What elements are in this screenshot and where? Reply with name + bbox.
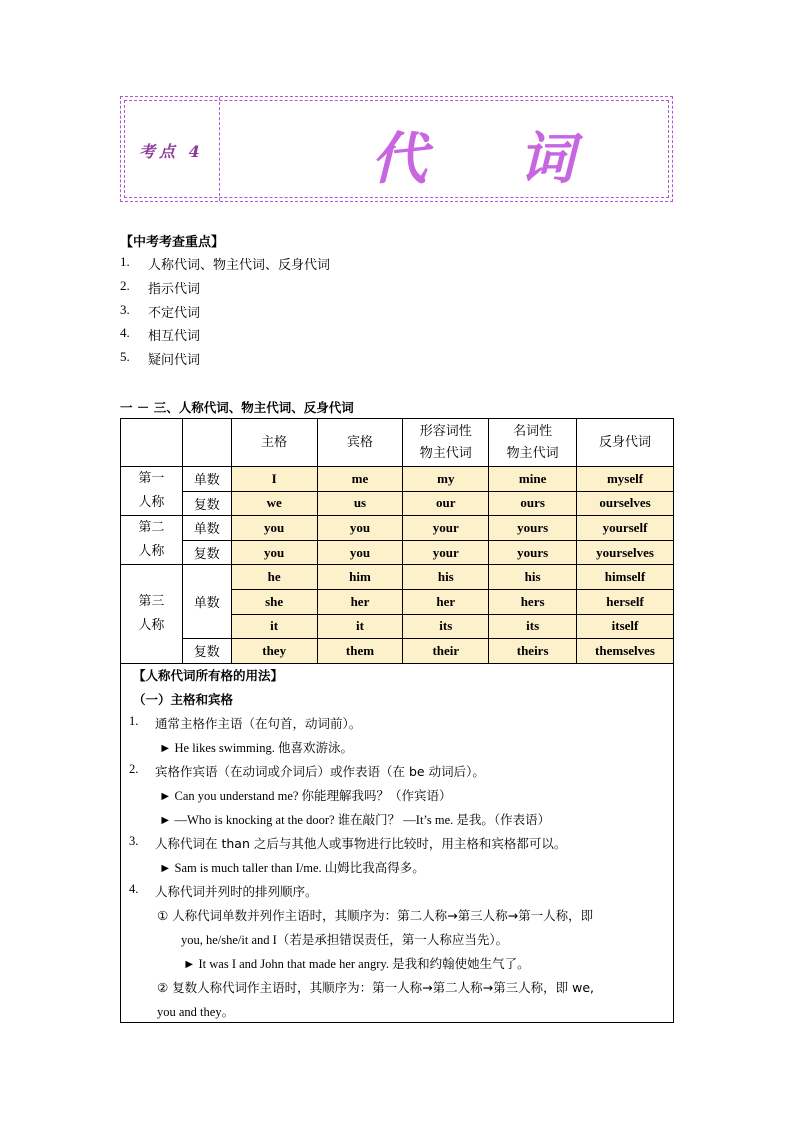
table-cell: himself	[577, 565, 674, 590]
example-sentence: ► He likes swimming. 他喜欢游泳。	[159, 741, 353, 755]
table-cell: themselves	[577, 639, 674, 664]
list-item: 4. 相互代词	[120, 325, 201, 345]
table-cell: we	[231, 491, 317, 516]
table-row	[121, 565, 674, 590]
table-cell: it	[317, 614, 403, 639]
example-sentence: ► It was I and John that made her angry. 是我和约翰使她生气了。	[183, 957, 530, 971]
column-header: 宾格	[317, 419, 403, 467]
table-row	[121, 540, 674, 565]
item-number: 2.	[129, 762, 139, 776]
table-cell: yourself	[577, 516, 674, 541]
table-cell: yours	[489, 516, 577, 541]
list-item: 1. 人称代词、物主代词、反身代词	[120, 254, 331, 273]
table-cell: ourselves	[577, 491, 674, 516]
item-number: 4.	[129, 882, 139, 896]
item-number: 3.	[129, 834, 139, 848]
table-cell: its	[489, 614, 577, 639]
usage-subheading: （一）主格和宾格	[133, 692, 234, 707]
number-label: 复数	[182, 491, 231, 516]
row-group-label: 第二 人称	[121, 516, 183, 565]
table-header-row	[121, 419, 674, 467]
topic-title: 代 词	[371, 127, 611, 192]
table-cell: his	[489, 565, 577, 590]
table-cell: your	[403, 540, 489, 565]
example-sentence: ► —Who is knocking at the door? 谁在敲门？ —It’s me. 是我。（作表语）	[159, 813, 551, 827]
table-cell: us	[317, 491, 403, 516]
table-cell: you	[317, 540, 403, 565]
table-cell: your	[403, 516, 489, 541]
table-cell: she	[231, 589, 317, 614]
table-cell: mine	[489, 467, 577, 492]
sub-point-continued: you, he/she/it and I（若是承担错误责任，第一人称应当先）。	[181, 933, 509, 947]
table-cell: it	[231, 614, 317, 639]
sub-point: ② 复数人称代词作主语时，其顺序为：第一人称→第二人称→第三人称，即 we,	[157, 980, 594, 995]
usage-point: 人称代词在 than 之后与其他人或事物进行比较时，用主格和宾格都可以。	[155, 836, 567, 851]
table-cell: them	[317, 639, 403, 664]
sub-point-continued: you and they。	[157, 1005, 235, 1019]
column-header: 形容词性 物主代词	[403, 419, 489, 467]
usage-section-box	[120, 662, 674, 1023]
table-cell: you	[231, 516, 317, 541]
key-points-heading: 【中考考查重点】	[120, 235, 225, 250]
list-item: 3. 不定代词	[120, 301, 201, 321]
table-cell: his	[403, 565, 489, 590]
usage-point: 人称代词并列时的排列顺序。	[155, 884, 318, 899]
example-sentence: ► Sam is much taller than I/me. 山姆比我高得多。	[159, 861, 425, 875]
row-group-label: 第三 人称	[121, 565, 183, 663]
table-row	[121, 516, 674, 541]
number-label: 复数	[182, 639, 231, 664]
list-item: 5. 疑问代词	[120, 349, 201, 369]
pronoun-table-title: 一 － 三、人称代词、物主代词、反身代词	[120, 400, 354, 415]
table-cell: my	[403, 467, 489, 492]
table-cell: hers	[489, 589, 577, 614]
table-cell: their	[403, 639, 489, 664]
row-group-label: 第一 人称	[121, 467, 183, 516]
table-cell: yours	[489, 540, 577, 565]
table-cell: its	[403, 614, 489, 639]
table-cell: he	[231, 565, 317, 590]
pronoun-table	[120, 418, 674, 664]
table-cell: myself	[577, 467, 674, 492]
usage-point: 宾格作宾语（在动词或介词后）或作表语（在 be 动词后）。	[155, 764, 485, 779]
header-divider	[219, 97, 220, 201]
item-number: 1.	[129, 714, 139, 728]
number-label: 单数	[182, 516, 231, 541]
number-label: 复数	[182, 540, 231, 565]
column-header: 主格	[231, 419, 317, 467]
table-cell: itself	[577, 614, 674, 639]
column-header: 名词性 物主代词	[489, 419, 577, 467]
table-cell: our	[403, 491, 489, 516]
table-cell: you	[231, 540, 317, 565]
sub-point: ① 人称代词单数并列作主语时，其顺序为：第二人称→第三人称→第一人称，即	[157, 908, 594, 923]
table-cell: herself	[577, 589, 674, 614]
table-cell: I	[231, 467, 317, 492]
number-label: 单数	[182, 565, 231, 639]
table-row	[121, 491, 674, 516]
table-cell: yourselves	[577, 540, 674, 565]
table-cell: him	[317, 565, 403, 590]
table-cell: you	[317, 516, 403, 541]
table-cell: her	[317, 589, 403, 614]
table-cell: they	[231, 639, 317, 664]
table-cell: me	[317, 467, 403, 492]
usage-heading: 【人称代词所有格的用法】	[133, 668, 284, 683]
table-cell: her	[403, 589, 489, 614]
table-cell: theirs	[489, 639, 577, 664]
list-item: 2. 指示代词	[120, 277, 201, 297]
column-header: 反身代词	[577, 419, 674, 467]
usage-point: 通常主格作主语（在句首，动词前）。	[155, 716, 362, 731]
table-cell: ours	[489, 491, 577, 516]
topic-header-box	[120, 96, 673, 202]
key-points-list	[120, 254, 330, 373]
topic-number-label: 考点 4	[139, 142, 204, 161]
example-sentence: ► Can you understand me? 你能理解我吗？（作宾语）	[159, 789, 452, 803]
table-row	[121, 639, 674, 664]
number-label: 单数	[182, 467, 231, 492]
table-row	[121, 467, 674, 492]
